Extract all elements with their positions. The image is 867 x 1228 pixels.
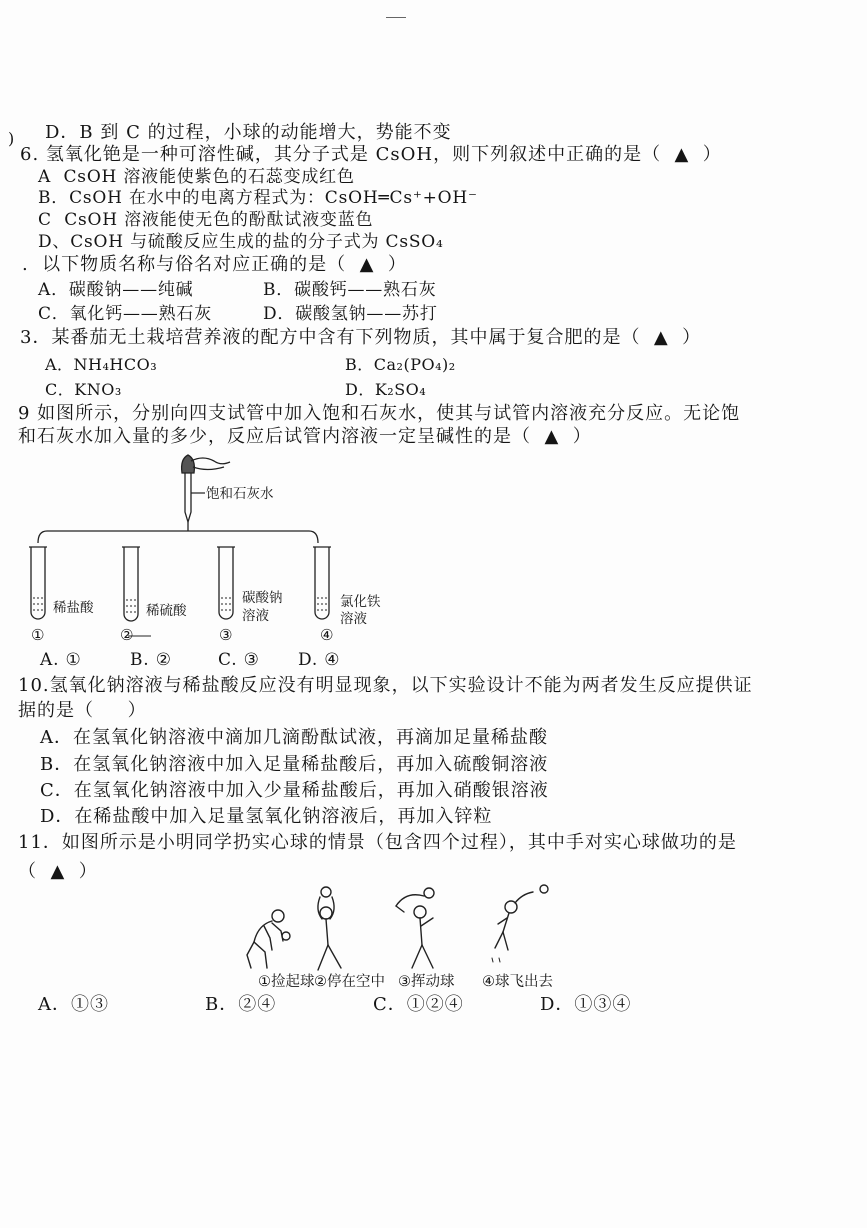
- q9-option-a: A. ①: [40, 650, 82, 670]
- q11-option-b: B．②④: [205, 994, 277, 1015]
- tube-1-label: 稀盐酸: [53, 600, 94, 616]
- q11-option-c: C．①②④: [373, 994, 464, 1015]
- test-tube-figure: [20, 450, 400, 650]
- q11-option-a: A．①③: [38, 994, 109, 1015]
- ball-icon: [321, 887, 331, 897]
- q10-stem-line2: 据的是（ ）: [18, 700, 147, 721]
- caption-ball-flies-out: ④球飞出去: [482, 974, 553, 990]
- tube-1-number: ①: [31, 626, 45, 644]
- q7-option-d: D．碳酸氢钠——苏打: [263, 304, 438, 324]
- caption-stop-in-air: ②停在空中: [314, 974, 385, 990]
- q7-option-c: C．氧化钙——熟石灰: [38, 304, 213, 324]
- q9-stem-line1: 9 如图所示，分别向四支试管中加入饱和石灰水，使其与试管内溶液充分反应。无论饱: [18, 403, 741, 424]
- tube-4-label-line2: 溶液: [340, 611, 367, 627]
- q10-option-b: B．在氢氧化钠溶液中加入足量稀盐酸后，再加入硫酸铜溶液: [40, 754, 549, 775]
- q6-option-c: C CsOH 溶液能使无色的酚酞试液变蓝色: [38, 210, 374, 230]
- q5-option-d: D．B 到 C 的过程，小球的动能增大，势能不变: [45, 122, 452, 143]
- test-tube-4: [313, 547, 331, 619]
- q10-stem-line1: 10.氢氧化钠溶液与稀盐酸反应没有明显现象，以下实验设计不能为两者发生反应提供证: [18, 675, 753, 696]
- q7-stem: . 以下物质名称与俗名对应正确的是（ ▲ ）: [22, 254, 407, 275]
- q6-option-a: A CsOH 溶液能使紫色的石蕊变成红色: [38, 167, 355, 187]
- q10-option-c: C．在氢氧化钠溶液中加入少量稀盐酸后，再加入硝酸银溶液: [40, 780, 549, 801]
- distribution-bracket: [38, 522, 318, 543]
- q8-option-d: D．K₂SO₄: [345, 380, 427, 399]
- test-tube-1: [29, 547, 47, 619]
- stick-figure-holding-ball-overhead: [318, 887, 341, 970]
- q11-stem-line1: 11．如图所示是小明同学扔实心球的情景（包含四个过程），其中手对实心球做功的是: [18, 832, 737, 853]
- ball-icon: [424, 888, 434, 898]
- q9-option-c: C. ③: [218, 650, 260, 670]
- dropper-scribble: [191, 458, 230, 464]
- dropper-scribble: [193, 467, 224, 470]
- dropper-label: 饱和石灰水: [206, 486, 274, 502]
- stick-figure-picking-up-ball: [247, 910, 290, 968]
- q10-option-a: A．在氢氧化钠溶液中滴加几滴酚酞试液，再滴加足量稀盐酸: [40, 727, 548, 748]
- q6-stem: 6. 氢氧化铯是一种可溶性碱，其分子式是 CsOH，则下列叙述中正确的是（ ▲ ）: [20, 144, 722, 165]
- q6-option-b: B．CsOH 在水中的电离方程式为：CsOH═Cs⁺+OH⁻: [38, 188, 478, 208]
- tube-2-number: ②: [120, 626, 134, 644]
- q7-option-b: B．碳酸钙——熟石灰: [263, 280, 437, 300]
- throwing-ball-figure: [235, 878, 580, 993]
- tube-3-number: ③: [219, 626, 233, 644]
- scan-mark: [386, 17, 406, 18]
- tube-3-label-line2: 溶液: [242, 608, 269, 624]
- q8-option-a: A．NH₄HCO₃: [45, 355, 158, 374]
- dropper-tube: [185, 473, 191, 522]
- test-tube-3: [217, 547, 235, 619]
- test-tube-2: [122, 547, 140, 621]
- q9-option-b: B. ②: [130, 650, 172, 670]
- q6-option-d: D、CsOH 与硫酸反应生成的盐的分子式为 CsSO₄: [38, 232, 444, 252]
- q11-stem-line2: （ ▲ ）: [18, 861, 98, 882]
- q8-stem: 3．某番茄无土栽培营养液的配方中含有下列物质，其中属于复合肥的是（ ▲ ）: [20, 327, 702, 348]
- caption-pick-up-ball: ①捡起球: [258, 974, 315, 990]
- margin-mark: ): [8, 129, 16, 148]
- q11-option-d: D．①③④: [540, 994, 632, 1015]
- ball-icon: [282, 932, 290, 940]
- caption-swing-ball: ③挥动球: [398, 974, 455, 990]
- q9-stem-line2: 和石灰水加入量的多少，反应后试管内溶液一定呈碱性的是（ ▲ ）: [18, 426, 592, 447]
- stick-figure-ball-flying: [492, 885, 548, 962]
- tube-3-label-line1: 碳酸钠: [242, 590, 283, 606]
- dropper-bulb: [182, 455, 195, 473]
- q7-option-a: A．碳酸钠——纯碱: [38, 280, 194, 300]
- q8-option-c: C．KNO₃: [45, 380, 122, 399]
- tube-4-label-line1: 氯化铁: [340, 594, 381, 610]
- ball-icon: [540, 885, 548, 893]
- q9-option-d: D. ④: [298, 650, 341, 670]
- tube-2-label: 稀硫酸: [146, 603, 187, 619]
- q10-option-d: D．在稀盐酸中加入足量氢氧化钠溶液后，再加入锌粒: [40, 806, 493, 827]
- q8-option-b: B．Ca₂(PO₄)₂: [345, 355, 456, 374]
- tube-4-number: ④: [320, 626, 334, 644]
- stick-figure-swinging-ball: [396, 888, 434, 968]
